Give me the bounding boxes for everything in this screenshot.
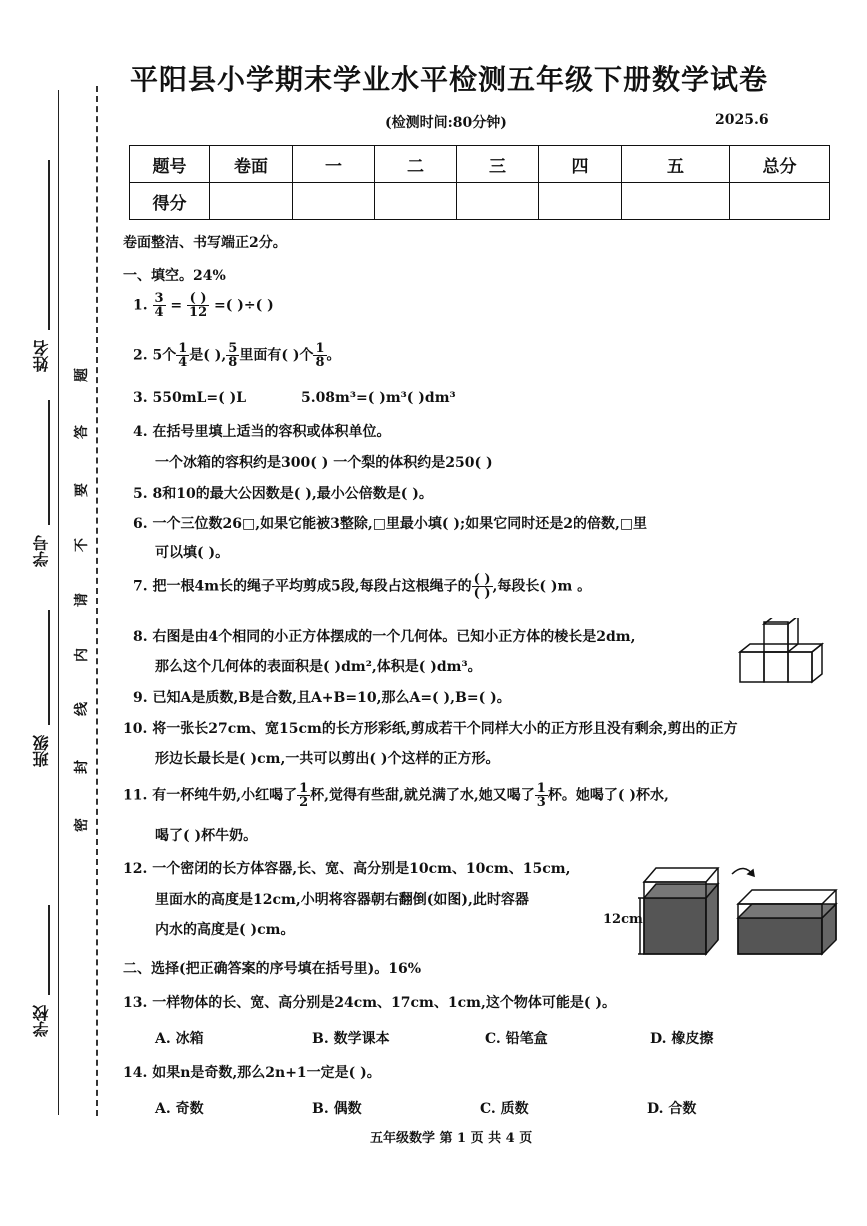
question-text: 一个三位数26□,如果它能被3整除,□里最小填( );如果它同时还是2的倍数,□里 bbox=[152, 516, 648, 532]
question-text: 550mL=( )L bbox=[152, 390, 247, 406]
fraction bbox=[226, 342, 239, 369]
blank-student-number[interactable] bbox=[48, 400, 50, 525]
seal-char: 密 bbox=[74, 818, 90, 832]
question-11-line-2: 喝了( )杯牛奶。 bbox=[155, 828, 258, 844]
score-cell[interactable] bbox=[375, 183, 457, 220]
equals: = bbox=[170, 297, 183, 314]
question-text: 杯。她喝了( )杯水, bbox=[547, 787, 669, 804]
score-header-cell: 二 bbox=[375, 146, 457, 183]
denominator: 3 bbox=[536, 795, 546, 810]
question-text: 5.08m³=( )m³( )dm³ bbox=[300, 390, 456, 406]
question-2 bbox=[133, 342, 341, 369]
option-14-b[interactable]: B. 偶数 bbox=[312, 1101, 362, 1117]
blank-name[interactable] bbox=[48, 160, 50, 330]
score-header-cell: 三 bbox=[457, 146, 539, 183]
option-14-c[interactable]: C. 质数 bbox=[480, 1101, 529, 1117]
fraction bbox=[535, 782, 548, 809]
question-text: 杯,觉得有些甜,就兑满了水,她又喝了 bbox=[310, 787, 535, 804]
question-text: 一样物体的长、宽、高分别是24cm、17cm、1cm,这个物体可能是( )。 bbox=[152, 995, 616, 1011]
score-header-cell: 卷面 bbox=[210, 146, 293, 183]
score-cell[interactable] bbox=[457, 183, 539, 220]
question-text: ,每段长( )m 。 bbox=[492, 578, 592, 595]
seal-dashed-line bbox=[96, 86, 98, 1116]
question-text: 如果n是奇数,那么2n+1一定是( )。 bbox=[152, 1065, 381, 1081]
numerator: 1 bbox=[315, 341, 325, 356]
numerator: ( ) bbox=[187, 292, 209, 306]
question-7 bbox=[133, 573, 591, 600]
fraction-blank[interactable] bbox=[472, 573, 493, 600]
question-12-line-3: 内水的高度是( )cm。 bbox=[155, 922, 295, 938]
fraction bbox=[176, 342, 189, 369]
question-3 bbox=[133, 390, 456, 406]
question-text: 。 bbox=[326, 347, 341, 364]
question-8 bbox=[133, 626, 635, 646]
score-cell[interactable] bbox=[210, 183, 293, 220]
denominator: 8 bbox=[315, 355, 325, 370]
question-number: 12. bbox=[123, 861, 148, 877]
denominator: 8 bbox=[228, 355, 238, 370]
option-13-c[interactable]: C. 铅笔盒 bbox=[485, 1031, 548, 1047]
question-text: 把一根4m长的绳子平均剪成5段,每段占这根绳子的 bbox=[152, 578, 472, 595]
question-12-line-2: 里面水的高度是12cm,小明将容器朝右翻倒(如图),此时容器 bbox=[155, 892, 529, 908]
question-9 bbox=[133, 687, 511, 707]
section-1-title: 一、填空。24% bbox=[123, 268, 226, 284]
question-number: 9. bbox=[133, 690, 148, 706]
question-number: 13. bbox=[123, 995, 148, 1011]
exam-duration: (检测时间:80分钟) bbox=[385, 115, 507, 131]
denominator: 4 bbox=[154, 305, 164, 320]
score-table-header-row bbox=[130, 146, 830, 183]
cube-figure bbox=[738, 618, 830, 686]
question-6 bbox=[133, 513, 647, 533]
option-13-a[interactable]: A. 冰箱 bbox=[155, 1031, 204, 1047]
question-number: 5. bbox=[133, 486, 148, 502]
question-text: 8和10的最大公因数是( ),最小公倍数是( )。 bbox=[152, 486, 433, 502]
numerator: 5 bbox=[228, 341, 238, 356]
question-number: 7. bbox=[133, 578, 148, 595]
question-5 bbox=[133, 483, 433, 503]
seal-char: 题 bbox=[74, 368, 90, 382]
score-cell[interactable] bbox=[730, 183, 830, 220]
question-text: 已知A是质数,B是合数,且A+B=10,那么A=( ),B=( )。 bbox=[152, 690, 511, 706]
neatness-note: 卷面整洁、书写端正2分。 bbox=[123, 235, 287, 251]
question-13 bbox=[123, 992, 616, 1012]
fraction bbox=[153, 292, 166, 319]
fraction bbox=[297, 782, 310, 809]
fraction-blank[interactable] bbox=[187, 292, 209, 319]
score-row-label: 得分 bbox=[130, 183, 210, 220]
question-text: 里面有( )个 bbox=[239, 347, 314, 364]
height-label: 12cm bbox=[603, 912, 643, 927]
question-number: 6. bbox=[133, 516, 148, 532]
score-cell[interactable] bbox=[293, 183, 375, 220]
page-title: 平阳县小学期末学业水平检测五年级下册数学试卷 bbox=[130, 63, 769, 96]
score-table-score-row bbox=[130, 183, 830, 220]
blank-class[interactable] bbox=[48, 610, 50, 725]
score-header-cell: 四 bbox=[539, 146, 622, 183]
question-6-line-2: 可以填( )。 bbox=[155, 545, 230, 561]
score-cell[interactable] bbox=[539, 183, 622, 220]
seal-char: 要 bbox=[74, 483, 90, 497]
side-label-name: 姓名 bbox=[32, 340, 51, 372]
question-text: 一个密闭的长方体容器,长、宽、高分别是10cm、10cm、15cm, bbox=[152, 861, 571, 877]
side-label-class: 班级 bbox=[32, 735, 51, 767]
question-4 bbox=[133, 421, 391, 441]
option-14-d[interactable]: D. 合数 bbox=[647, 1101, 697, 1117]
option-13-d[interactable]: D. 橡皮擦 bbox=[650, 1031, 714, 1047]
numerator: 1 bbox=[536, 781, 546, 796]
question-text: 右图是由4个相同的小正方体摆成的一个几何体。已知小正方体的棱长是2dm, bbox=[152, 629, 636, 645]
question-text: =( )÷( ) bbox=[214, 297, 274, 314]
blank-school[interactable] bbox=[48, 905, 50, 995]
question-12 bbox=[123, 858, 570, 878]
score-cell[interactable] bbox=[622, 183, 730, 220]
denominator: ( ) bbox=[473, 586, 491, 601]
question-number: 14. bbox=[123, 1065, 148, 1081]
score-header-cell: 题号 bbox=[130, 146, 210, 183]
denominator: 12 bbox=[189, 305, 208, 320]
question-text: 有一杯纯牛奶,小红喝了 bbox=[152, 787, 298, 804]
question-text: 5个 bbox=[152, 347, 177, 364]
numerator: 1 bbox=[299, 781, 309, 796]
side-label-student-number: 学号 bbox=[32, 535, 51, 567]
page-footer: 五年级数学 第 1 页 共 4 页 bbox=[370, 1131, 533, 1146]
question-text: 在括号里填上适当的容积或体积单位。 bbox=[152, 424, 391, 440]
seal-char: 请 bbox=[74, 593, 90, 607]
denominator: 2 bbox=[299, 795, 309, 810]
numerator: 3 bbox=[154, 291, 164, 306]
section-2-title: 二、选择(把正确答案的序号填在括号里)。16% bbox=[123, 961, 422, 977]
question-number: 4. bbox=[133, 424, 148, 440]
question-text: 将一张长27cm、宽15cm的长方形彩纸,剪成若干个同样大小的正方形且没有剩余,剪出的正方 bbox=[152, 721, 738, 737]
question-4-line-2: 一个冰箱的容积约是300( ) 一个梨的体积约是250( ) bbox=[155, 455, 493, 471]
container-figure bbox=[636, 862, 842, 958]
seal-char: 封 bbox=[74, 760, 90, 774]
question-text: 是( ), bbox=[189, 347, 227, 364]
numerator: ( ) bbox=[473, 572, 491, 587]
question-number: 10. bbox=[123, 721, 148, 737]
seal-char: 不 bbox=[74, 538, 90, 552]
fraction bbox=[313, 342, 326, 369]
score-header-cell: 总分 bbox=[730, 146, 830, 183]
denominator: 4 bbox=[178, 355, 188, 370]
seal-char: 内 bbox=[74, 648, 90, 662]
exam-date: 2025.6 bbox=[715, 112, 769, 128]
score-header-cell: 一 bbox=[293, 146, 375, 183]
question-10 bbox=[123, 718, 738, 738]
question-8-line-2: 那么这个几何体的表面积是( )dm²,体积是( )dm³。 bbox=[155, 659, 482, 675]
seal-char: 线 bbox=[74, 702, 90, 716]
question-number: 8. bbox=[133, 629, 148, 645]
score-header-cell: 五 bbox=[622, 146, 730, 183]
question-1 bbox=[133, 292, 274, 319]
question-14 bbox=[123, 1062, 381, 1082]
seal-char: 答 bbox=[74, 425, 90, 439]
question-11 bbox=[123, 782, 669, 809]
question-number: 3. bbox=[133, 390, 148, 406]
question-number: 11. bbox=[123, 787, 148, 804]
binding-line bbox=[58, 90, 59, 1115]
question-number: 2. bbox=[133, 347, 148, 364]
option-14-a[interactable]: A. 奇数 bbox=[155, 1101, 204, 1117]
question-10-line-2: 形边长最长是( )cm,一共可以剪出( )个这样的正方形。 bbox=[155, 751, 500, 767]
numerator: 1 bbox=[178, 341, 188, 356]
option-13-b[interactable]: B. 数学课本 bbox=[312, 1031, 390, 1047]
score-table bbox=[129, 145, 830, 220]
question-number: 1. bbox=[133, 297, 148, 314]
side-label-school: 学校 bbox=[32, 1005, 51, 1037]
